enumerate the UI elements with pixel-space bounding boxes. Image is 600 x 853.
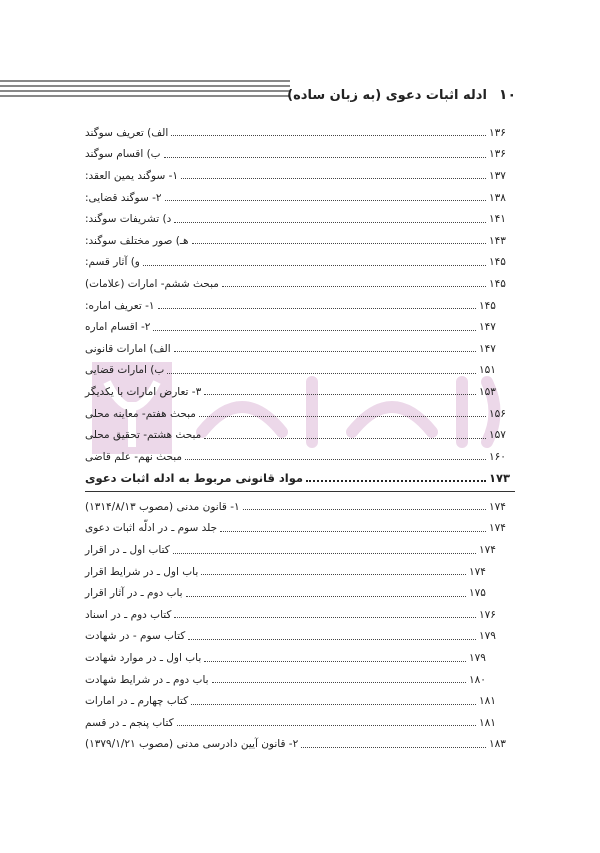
toc-entry-label: مواد قانونی مربوط به ادله اثبات دعوی	[85, 471, 304, 486]
leader-dots	[185, 459, 486, 460]
toc-entry	[85, 582, 515, 604]
toc-entry-page: ۱۴۵	[489, 256, 506, 269]
leader-dots	[188, 639, 476, 640]
leader-dots	[165, 200, 486, 201]
leader-dots	[222, 286, 486, 287]
toc-entry	[85, 424, 515, 446]
toc-entry-label: ب) امارات قضایی	[85, 364, 165, 377]
leader-dots	[192, 243, 487, 244]
toc-entry	[85, 230, 515, 252]
rule-line	[0, 90, 290, 92]
toc-entry-label: مبحث هفتم- معاینه محلی	[85, 407, 196, 420]
leader-dots	[167, 373, 476, 374]
leader-dots	[243, 509, 486, 510]
rule-line	[0, 80, 290, 82]
toc-entry-label: الف) امارات قانونی	[85, 342, 171, 355]
toc-entry-page: ۱۷۹	[479, 630, 496, 643]
toc-entry	[85, 381, 515, 403]
toc-entry-page: ۱۴۷	[479, 342, 496, 355]
toc-entry-label: ۲- قانون آیین دادرسی مدنی (مصوب ۱۳۷۹/۱/۲۱)	[85, 738, 299, 751]
toc-entry-label: ۱- قانون مدنی (مصوب ۱۳۱۴/۸/۱۳)	[85, 500, 240, 513]
toc-entry-label: کتاب اول ـ در اقرار	[85, 544, 170, 557]
toc-entry	[85, 338, 515, 360]
toc-entry	[85, 122, 515, 144]
leader-dots	[186, 596, 466, 597]
toc-entry-label: و) آثار قسم:	[85, 256, 140, 269]
toc-entry-page: ۱۴۵	[489, 277, 506, 290]
leader-dots	[174, 617, 476, 618]
toc-entry	[85, 496, 515, 518]
toc-entry-label: ۳- تعارض امارات با یکدیگر	[85, 385, 202, 398]
leader-dots	[220, 531, 486, 532]
rule-line	[0, 95, 290, 97]
toc-entry-page: ۱۷۹	[469, 652, 486, 665]
leader-dots	[173, 553, 476, 554]
leader-dots	[212, 682, 466, 683]
toc-entry-page: ۱۴۱	[489, 213, 506, 226]
toc-entry-label: مبحث نهم- علم قاضی	[85, 450, 183, 463]
toc-entry-label: کتاب پنجم ـ در قسم	[85, 716, 174, 729]
toc-entry-page: ۱۴۵	[479, 299, 496, 312]
toc-entry-label: کتاب دوم ـ در اسناد	[85, 608, 172, 621]
toc-entry	[85, 252, 515, 274]
leader-dots	[158, 308, 476, 309]
toc-entry-page: ۱۸۳	[489, 738, 506, 751]
header-rules	[0, 80, 290, 100]
toc-entry-page: ۱۵۱	[479, 364, 496, 377]
toc-entry-label: کتاب سوم - در شهادت	[85, 630, 186, 643]
toc-entry	[85, 403, 515, 425]
toc-entry	[85, 604, 515, 626]
toc-entry-label: باب دوم ـ در شرایط شهادت	[85, 673, 209, 686]
toc-entry-page: ۱۳۸	[489, 191, 506, 204]
toc-entry-page: ۱۷۳	[489, 471, 511, 486]
toc-entry-label: مبحث ششم- امارات (علامات)	[85, 277, 219, 290]
toc-entry	[85, 539, 515, 561]
toc-entry-page: ۱۸۰	[469, 673, 486, 686]
toc-entry-label: کتاب چهارم ـ در امارات	[85, 695, 189, 708]
leader-dots	[177, 725, 476, 726]
toc-entry-page: ۱۸۱	[479, 716, 496, 729]
leader-dots	[306, 480, 486, 482]
toc-entry-page: ۱۳۷	[489, 169, 506, 182]
toc-entry-page: ۱۵۶	[489, 407, 506, 420]
toc-entry-label: باب اول ـ در شرایط اقرار	[85, 565, 199, 578]
leader-dots	[204, 394, 476, 395]
page-number: ۱۰	[498, 87, 516, 103]
toc-entry-page: ۱۷۵	[469, 587, 486, 600]
toc-entry	[85, 144, 515, 166]
leader-dots	[143, 265, 486, 266]
leader-dots	[191, 704, 476, 705]
leader-dots	[174, 222, 486, 223]
toc-entry	[85, 295, 515, 317]
toc-entry-page: ۱۸۱	[479, 695, 496, 708]
toc-entry-label: ۱- تعریف اماره:	[85, 299, 155, 312]
toc-entry-label: ۲- اقسام اماره	[85, 321, 151, 334]
toc-entry	[85, 360, 515, 382]
leader-dots	[199, 416, 486, 417]
table-of-contents	[85, 122, 515, 755]
toc-entry-page: ۱۳۶	[489, 148, 506, 161]
leader-dots	[171, 135, 486, 136]
toc-entry-page: ۱۵۳	[479, 385, 496, 398]
toc-entry	[85, 518, 515, 540]
leader-dots	[301, 747, 486, 748]
toc-entry-label: هـ) صور مختلف سوگند:	[85, 234, 189, 247]
toc-entry-page: ۱۷۴	[479, 544, 496, 557]
toc-entry-page: ۱۷۶	[479, 608, 496, 621]
leader-dots	[153, 330, 476, 331]
toc-entry	[85, 187, 515, 209]
leader-dots	[174, 351, 476, 352]
leader-dots	[204, 438, 486, 439]
rule-line	[0, 85, 290, 87]
section-title-row	[85, 468, 515, 490]
toc-entry	[85, 690, 515, 712]
book-title: ادله اثبات دعوی (به زبان ساده)	[287, 87, 487, 103]
toc-entry	[85, 446, 515, 468]
toc-entry	[85, 561, 515, 583]
toc-entry	[85, 273, 515, 295]
toc-entry	[85, 626, 515, 648]
leader-dots	[164, 157, 486, 158]
toc-entry-label: ۱- سوگند یمین العقد:	[85, 169, 179, 182]
toc-entry-page: ۱۴۳	[489, 234, 506, 247]
toc-entry-page: ۱۵۷	[489, 429, 506, 442]
toc-entry-label: ب) اقسام سوگند	[85, 148, 161, 161]
toc-entry	[85, 208, 515, 230]
leader-dots	[201, 574, 466, 575]
toc-entry	[85, 734, 515, 756]
toc-entry-page: ۱۷۴	[469, 565, 486, 578]
toc-entry	[85, 712, 515, 734]
toc-entry-label: د) تشریفات سوگند:	[85, 213, 172, 226]
toc-entry	[85, 669, 515, 691]
toc-entry-page: ۱۳۶	[489, 126, 506, 139]
toc-entry-label: مبحث هشتم- تحقیق محلی	[85, 429, 202, 442]
toc-entry-page: ۱۷۴	[489, 500, 506, 513]
toc-entry-label: باب دوم ـ در آثار اقرار	[85, 587, 183, 600]
leader-dots	[204, 661, 466, 662]
leader-dots	[181, 178, 486, 179]
section-divider	[85, 491, 515, 492]
toc-entry-page: ۱۴۷	[479, 321, 496, 334]
toc-entry-label: الف) تعریف سوگند	[85, 126, 169, 139]
toc-entry-label: جلد سوم ـ در ادلّه اثبات دعوی	[85, 522, 218, 535]
toc-entry-label: باب اول ـ در موارد شهادت	[85, 652, 202, 665]
toc-entry	[85, 316, 515, 338]
toc-entry-page: ۱۷۴	[489, 522, 506, 535]
toc-entry-label: ۲- سوگند قضایی:	[85, 191, 162, 204]
toc-entry	[85, 647, 515, 669]
toc-entry-page: ۱۶۰	[489, 450, 506, 463]
running-header	[287, 84, 516, 106]
toc-entry	[85, 165, 515, 187]
